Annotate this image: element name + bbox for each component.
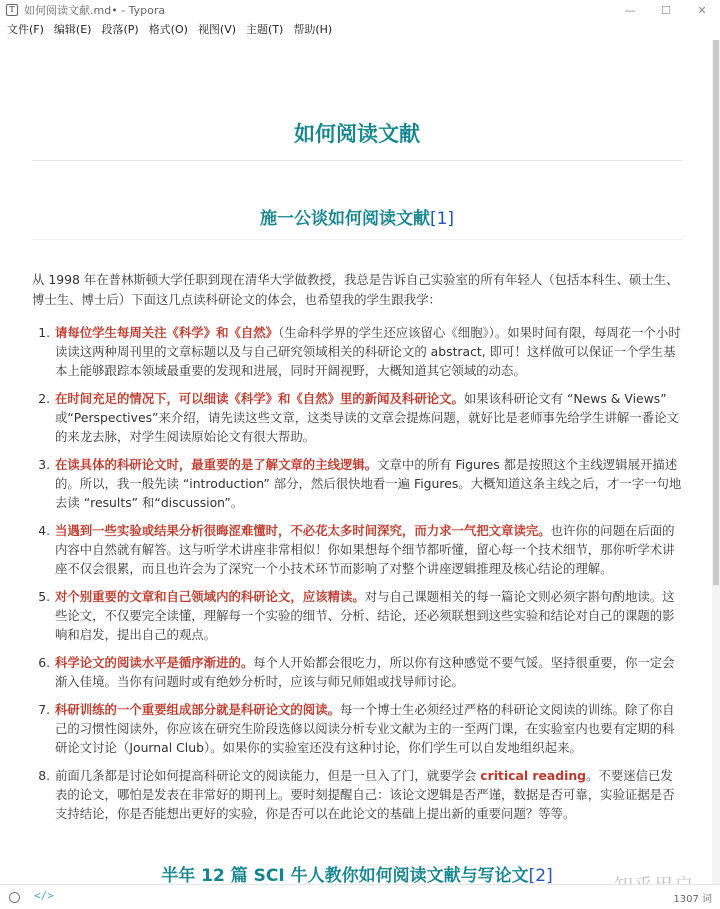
list-item-highlight: 科学论文的阅读水平是循序渐进的。 [55,655,254,670]
menu-view[interactable]: 视图(V) [197,23,237,36]
vertical-scrollbar[interactable] [712,40,720,884]
list-item-text: 每一个博士生必须经过严格的科研论文阅读的训练。除了你自己的习惯性阅读外，你应该在研究生阶段选修以阅读分析专业文献为主的一至两门课，在实验室内也要有定期的科研论文讨论（Journal Club）。如果你的实验室还没有这种讨论，你们学生可以自发地组织起来。 [55,702,675,755]
menu-help[interactable]: 帮助(H) [293,23,333,36]
word-count[interactable]: 1307 词 [673,894,712,905]
close-button[interactable]: ✕ [697,3,707,17]
list-item [54,587,682,644]
scrollbar-thumb[interactable] [713,40,719,585]
list-item-highlight: 当遇到一些实验或结果分析很晦涩难懂时，不必花太多时间深究，而力求一气把文章读完。 [55,523,551,538]
window-controls [612,0,720,20]
minimize-button[interactable]: — [624,3,636,17]
list-item-text: 也许你的问题在后面的内容中自然就有解答。这与听学术讲座非常相似！你如果想每个细节都听懂，留心每一个技术细节，那你听学术讲座不仅会很累，而且也许会为了深究一个小技术环节而影响了对整个讲座逻辑推理及核心结论的理解。 [55,523,675,576]
editor-area[interactable] [0,40,712,884]
source-code-mode-icon[interactable]: </> [34,889,54,902]
list-item-highlight: 在时间充足的情况下，可以细读《科学》和《自然》里的新闻及科研论文。 [55,391,464,406]
footnote-link-2[interactable]: [2] [528,866,553,884]
reading-tips-list [32,323,682,823]
list-item [54,389,682,446]
list-item [54,455,682,512]
document-content[interactable] [32,40,682,884]
menu-edit[interactable]: 编辑(E) [53,23,92,36]
list-item-text: 如果该科研论文有 “News & Views” 或“Perspectives”来介绍，请先读这些文章，这类导读的文章会提炼问题，就好比是老师事先给学生讲解一番论文的来龙去脉，对学生阅读原始论文有很大帮助。 [55,391,679,444]
list-item-highlight: 在读具体的科研论文时，最重要的是了解文章的主线逻辑。 [55,457,378,472]
list-item-highlight: 科研训练的一个重要组成部分就是科研论文的阅读。 [55,702,340,717]
maximize-button[interactable]: ☐ [661,3,671,17]
list-item-text-pre: 前面几条都是讨论如何提高科研论文的阅读能力，但是一旦入了门，就要学会 [55,768,481,783]
section-heading-1 [32,204,682,240]
sidebar-toggle-icon[interactable] [9,892,20,903]
list-item [54,766,682,823]
list-item-highlight: 对个别重要的文章和自己领域内的科研论文，应该精读。 [55,589,365,604]
list-item [54,521,682,578]
menu-paragraph[interactable]: 段落(P) [101,23,139,36]
section-heading-2-text: 半年 12 篇 SCI 牛人教你如何阅读文献与写论文 [161,866,529,884]
list-item [54,700,682,757]
menu-theme[interactable]: 主题(T) [246,23,284,36]
title-bar [0,0,720,20]
footnote-link-1[interactable]: [1] [429,209,455,229]
typora-app-icon: T [6,4,18,16]
document-title: 如何阅读文献 [32,118,682,161]
menu-format[interactable]: 格式(O) [148,23,188,36]
intro-paragraph: 从 1998 年在普林斯顿大学任职到现在清华大学做教授，我总是告诉自己实验室的所有年轻人（包括本科生、硕士生、博士生、博士后）下面这几点读科研论文的体会，也希望我的学生跟我学： [32,272,679,307]
list-item-highlight: 请每位学生每周关注《科学》和《自然》 [55,325,279,340]
section-heading-2 [32,861,682,884]
list-item-highlight: critical reading [480,768,587,783]
section-heading-1-text: 施一公谈如何阅读文献 [259,209,430,229]
list-item [54,323,682,380]
list-item-text: 。不要迷信已发表的论文，哪怕是发表在非常好的期刊上。要时刻提醒自己：该论文逻辑是否严谨，数据是否可靠，实验证据是否支持结论，你是否能想出更好的实验，你是否可以在此论文的基础上提出新的重要问题？等等。 [55,768,675,821]
list-item-text: （生命科学界的学生还应该留心《细胞》）。如果时间有限，每周花一个小时读读这两种周刊里的文章标题以及与自己研究领域相关的科研论文的 abstract, 即可！这样做可以保证一个学生基本上能够跟踪本领域最重要的发现和进展，同时开阔视野，大概知道其它领域的动态。 [55,325,681,378]
list-item-text: 文章中的所有 Figures 都是按照这个主线逻辑展开描述的。所以，我一般先读 “introduction” 部分，然后很快地看一遍 Figures。大概知道这条主线之后，才一字一句地去读 “results” 和“discussion”。 [55,457,682,510]
list-item-text: 对与自己课题相关的每一篇论文则必须字斟句酌地读。这些论文，不仅要完全读懂，理解每一个实验的细节、分析、结论，还必须联想到这些实验和结论对自己的课题的影响和启发，提出自己的观点。 [55,589,675,642]
window-title: 如何阅读文献.md• - Typora [24,4,166,17]
menu-file[interactable]: 文件(F) [7,23,44,36]
list-item-text: 每个人开始都会很吃力，所以你有这种感觉不要气馁。坚持很重要，你一定会渐入佳境。当你有问题时或有绝妙分析时，应该与师兄师姐或找导师讨论。 [55,655,675,689]
list-item [54,653,682,691]
status-bar [0,884,720,909]
menu-bar [0,20,720,40]
